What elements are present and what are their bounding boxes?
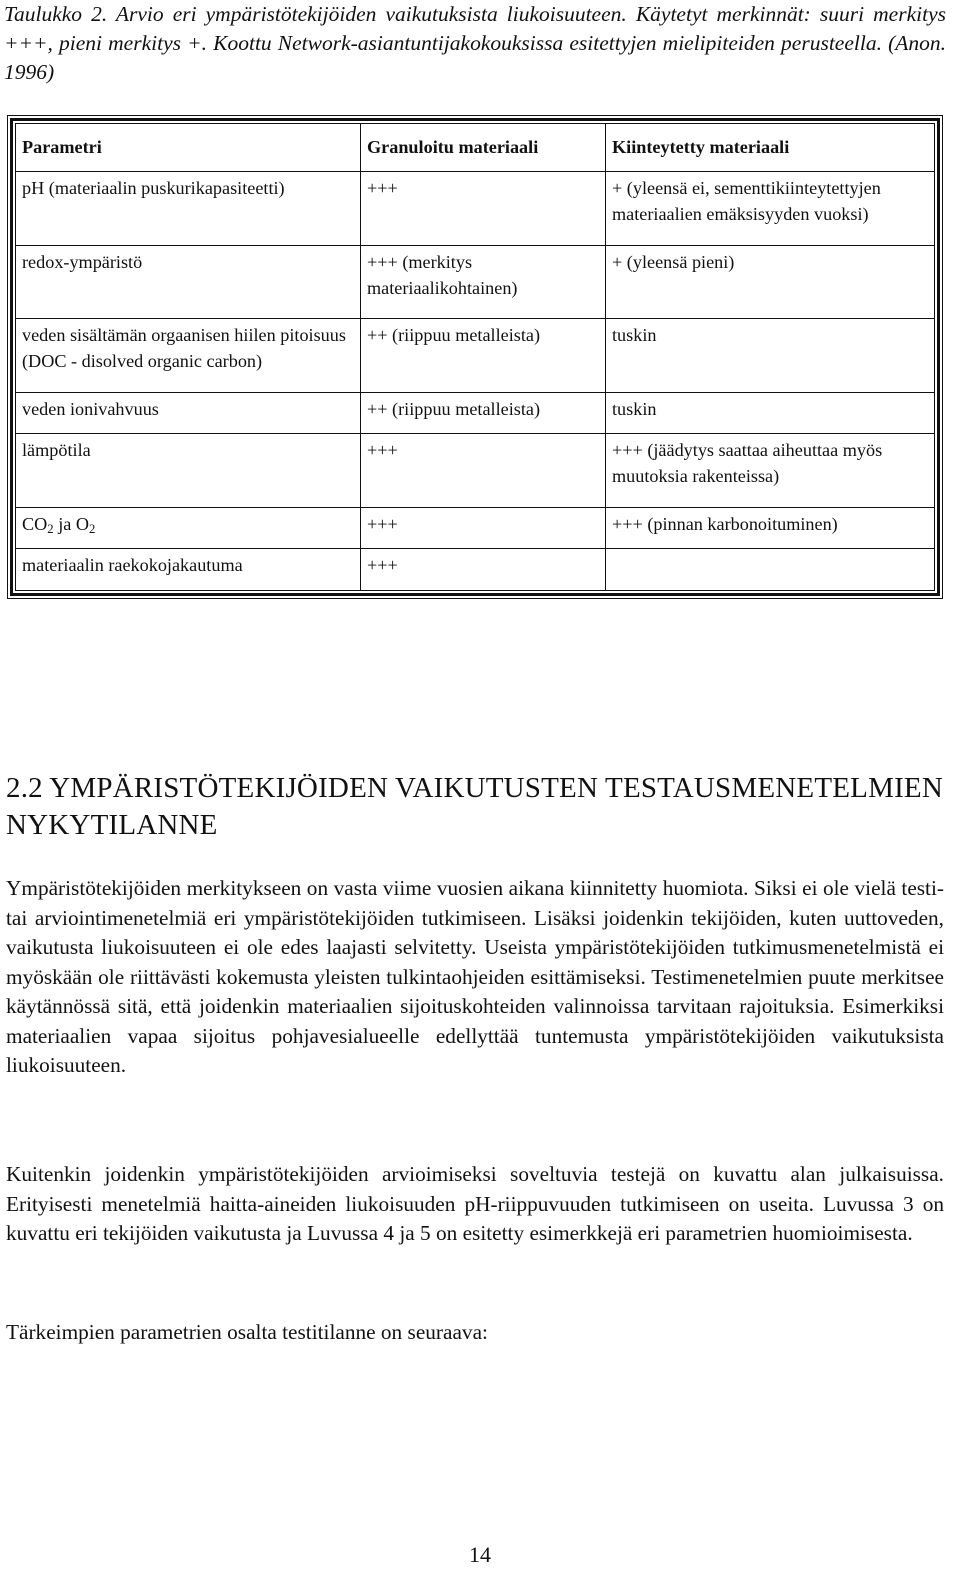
cell-solidified: tuskin — [606, 319, 935, 393]
paragraph: Tärkeimpien parametrien osalta testitilanne on seuraava: — [6, 1320, 488, 1344]
cell-granulated: +++ (merkitys materiaalikohtainen) — [361, 245, 606, 319]
cell-granulated: ++ (riippuu metalleista) — [361, 319, 606, 393]
header-granulated: Granuloitu materiaali — [361, 124, 606, 172]
paragraph: Ympäristötekijöiden merkitykseen on vasta viime vuosien aikana kiinnitetty huomiota. Siksi ei ole vielä testi- tai arviointimenetelmiä eri ympäristötekijöiden tutkimiseen. Lisäksi joidenkin tekijöiden, kuten uuttoveden, vaikutusta liukoisuuteen ei ole edes laajasti selvitetty. Useista ympäristötekijöiden tutkimusmenetelmistä ei myöskään ole riittävästi kokemusta yleisten tulkintaohjeiden esittämiseksi. Testimenetelmien puute merkitsee käytännössä sitä, että joidenkin materiaalien sijoituskohteiden valinnoissa tarvitaan rajoituksia. Esimerkiksi materiaalien vapaa sijoitus pohjavesialueelle edellyttää tuntemusta ympäristötekijöiden vaikutuksista liukoisuuteen. — [6, 876, 944, 1077]
cell-parameter: materiaalin raekokojakautuma — [16, 549, 361, 591]
subscript: 2 — [89, 521, 96, 536]
cell-granulated: +++ — [361, 172, 606, 246]
section-heading: 2.2 YMPÄRISTÖTEKIJÖIDEN VAIKUTUSTEN TESTAUSMENETELMIEN NYKYTILANNE — [6, 772, 943, 841]
table-row — [16, 172, 935, 246]
cell-granulated: +++ — [361, 549, 606, 591]
table-header-row — [16, 124, 935, 172]
cell-parameter — [16, 507, 361, 549]
cell-solidified: + (yleensä ei, sementtikiinteytettyjen materiaalien emäksisyyden vuoksi) — [606, 172, 935, 246]
cell-parameter: lämpötila — [16, 434, 361, 508]
header-solidified: Kiinteytetty materiaali — [606, 124, 935, 172]
header-parameter: Parametri — [16, 124, 361, 172]
cell-granulated: +++ — [361, 434, 606, 508]
cell-parameter: redox-ympäristö — [16, 245, 361, 319]
co2-text: CO — [22, 513, 48, 534]
cell-solidified: tuskin — [606, 392, 935, 434]
paragraph: Kuitenkin joidenkin ympäristötekijöiden arvioimiseksi soveltuvia testejä on kuvattu alan julkaisuissa. Erityisesti menetelmiä haitta-aineiden liukoisuuden pH-riippuvuuden tutkimiseen on useita. Luvussa 3 on kuvattu eri tekijöiden vaikutusta ja Luvussa 4 ja 5 on esitetty esimerkkejä eri parametrien huomioimisesta. — [6, 1162, 944, 1245]
cell-solidified: +++ (pinnan karbonoituminen) — [606, 507, 935, 549]
cell-solidified: + (yleensä pieni) — [606, 245, 935, 319]
cell-parameter: veden sisältämän orgaanisen hiilen pitoisuus (DOC - disolved organic carbon) — [16, 319, 361, 393]
table-row — [16, 549, 935, 591]
table-row — [16, 245, 935, 319]
cell-granulated: +++ — [361, 507, 606, 549]
cell-parameter: veden ionivahvuus — [16, 392, 361, 434]
table-row — [16, 507, 935, 549]
factors-table — [15, 123, 935, 591]
cell-solidified: +++ (jäädytys saattaa aiheuttaa myös muutoksia rakenteissa) — [606, 434, 935, 508]
table-row — [16, 434, 935, 508]
environment-factors-table — [10, 118, 940, 596]
o2-text: ja O — [53, 513, 89, 534]
cell-parameter: pH (materiaalin puskurikapasiteetti) — [16, 172, 361, 246]
table-row — [16, 392, 935, 434]
cell-granulated: ++ (riippuu metalleista) — [361, 392, 606, 434]
table-row — [16, 319, 935, 393]
page-number: 14 — [469, 1542, 491, 1567]
subscript: 2 — [47, 521, 54, 536]
table-caption: Taulukko 2. Arvio eri ympäristötekijöiden vaikutuksista liukoisuuteen. Käytetyt merkinnät: suuri merkitys +++, pieni merkitys +. Koottu Network-asiantuntijakokouksissa esitettyjen mielipiteiden perusteella. (Anon. 1996) — [4, 2, 946, 84]
cell-solidified — [606, 549, 935, 591]
